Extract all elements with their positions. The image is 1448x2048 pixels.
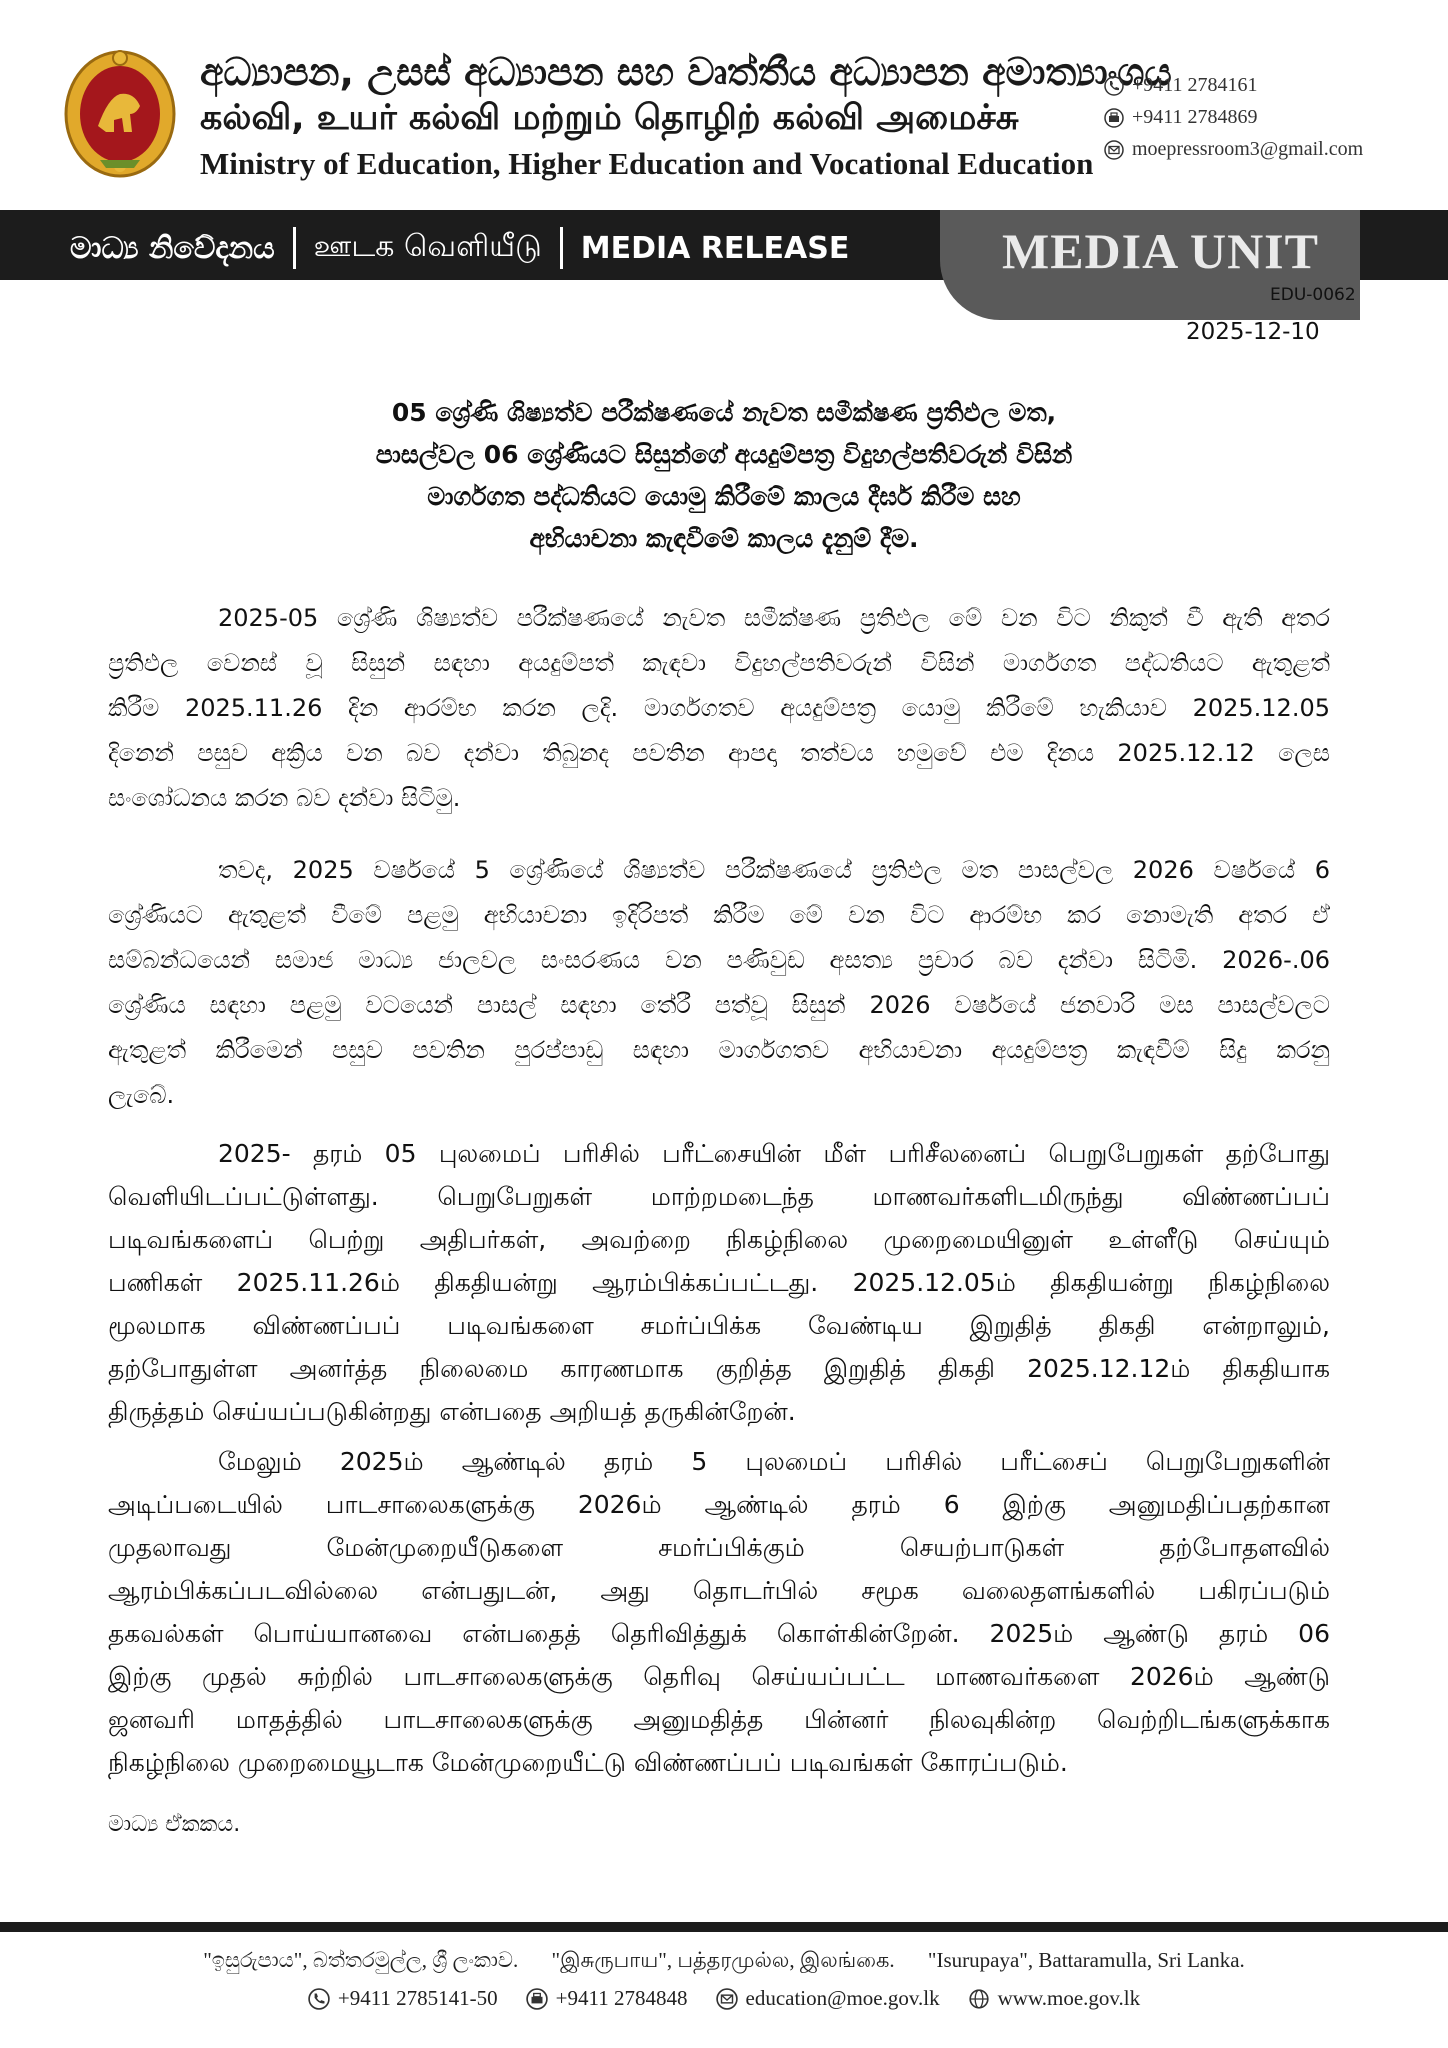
text-line: ශ්‍රේණියට ඇතුළත් වීමේ පළමු අභියාචනා ඉදිරිපත් කිරීම මේ වන විට ආරම්භ කර නොමැති අතර ඒ <box>108 901 1330 929</box>
signoff: මාධ්‍ය ඒකකය. <box>108 1812 241 1837</box>
text-line: ලැබේ. <box>108 1081 175 1109</box>
text-line: සම්බන්ධයෙන් සමාජ මාධ්‍ය ජාලවල සංසරණය වන පණිවුඩ අසත්‍ය ප්‍රචාර බව දන්වා සිටිමි. 2026-.06 <box>108 946 1330 974</box>
fax-icon <box>526 1988 548 2010</box>
banner-label-tamil: ஊடக வெளியீடு <box>313 228 542 264</box>
text-line: ஜனவரி மாதத்தில் பாடசாலைகளுக்கு அனுமதித்த பின்னர் நிலவுகின்ற வெற்றிடங்களுக்காக <box>108 1705 1330 1734</box>
title-line: 05 ශ්‍රේණි ශිෂ්‍යත්ව පරීක්ෂණයේ නැවත සමීක්ෂණ ප්‍රතිඵල මත, <box>391 398 1057 427</box>
text-line: மேலும் 2025ம் ஆண்டில் தரம் 5 புலமைப் பரிசில் பரீட்சைப் பெறுபேறுகளின் <box>218 1447 1330 1476</box>
footer-address-english: "Isurupaya", Battaramulla, Sri Lanka. <box>927 1948 1245 1972</box>
text-line: மூலமாக விண்ணப்பப் படிவங்களை சமர்ப்பிக்க வேண்டிய இறுதித் திகதி என்றாலும், <box>108 1311 1330 1340</box>
globe-icon <box>968 1988 990 2010</box>
header-fax <box>1104 106 1258 129</box>
ministry-name-sinhala: අධ්‍යාපන, උසස් අධ්‍යාපන සහ වෘත්තීය අධ්‍යාපන අමාත්‍යාංශය <box>200 50 1172 94</box>
paragraph-sinhala-2 <box>108 848 1330 1118</box>
header-phone <box>1104 74 1258 97</box>
title-line: අභියාචනා කැඳවීමේ කාලය දැනුම් දීම. <box>529 524 919 553</box>
text-line: කිරීම 2025.11.26 දින ආරම්භ කරන ලදි. මාර්ගගතව අයදුම්පත්‍ර යොමු කිරීමේ හැකියාව 2025.12.05 <box>108 694 1330 722</box>
text-line: நிகழ்நிலை முறைமையூடாக மேன்முறையீட்டு விண்ணப்பப் படிவங்கள் கோரப்படும். <box>108 1748 1068 1777</box>
text-line: இற்கு முதல் சுற்றில் பாடசாலைகளுக்கு தெரிவு செய்யப்பட்ட மாணவர்களை 2026ம் ஆண்டு <box>108 1662 1330 1691</box>
header-email-text: moepressroom3@gmail.com <box>1132 138 1364 160</box>
footer-address-sinhala: "ඉසුරුපාය", බත්තරමුල්ල, ශ්‍රී ලංකාව. <box>203 1948 519 1972</box>
footer-contacts <box>0 1986 1448 2011</box>
email-icon <box>1104 140 1124 160</box>
text-line: அடிப்படையில் பாடசாலைகளுக்கு 2026ம் ஆண்டில் தரம் 6 இற்கு அனுமதிப்பதற்கான <box>108 1490 1330 1519</box>
media-unit-title: MEDIA UNIT <box>1002 223 1319 279</box>
footer-divider <box>0 1922 1448 1932</box>
banner-separator <box>293 227 296 269</box>
footer-fax <box>526 1986 688 2011</box>
banner-label-sinhala: මාධ්‍ය නිවේදනය <box>70 230 275 266</box>
fax-icon <box>1104 108 1124 128</box>
header-phone-text: +9411 2784161 <box>1132 74 1258 96</box>
text-line: முதலாவது மேன்முறையீடுகளை சமர்ப்பிக்கும் செயற்பாடுகள் தற்போதளவில் <box>108 1533 1330 1562</box>
email-icon <box>716 1988 738 2010</box>
title-line: පාසල්වල 06 ශ්‍රේණියට සිසුන්ගේ අයදුම්පත්‍ර විදුහල්පතිවරුන් විසින් <box>375 440 1073 469</box>
phone-icon <box>1104 76 1124 96</box>
footer-web[interactable] <box>968 1986 1141 2011</box>
footer-phone-text: +9411 2785141-50 <box>337 1986 498 2010</box>
ministry-name-english: Ministry of Education, Higher Education and Vocational Education <box>200 146 1094 181</box>
header-fax-text: +9411 2784869 <box>1132 106 1258 128</box>
paragraph-sinhala-1 <box>108 596 1330 821</box>
text-line: ඇතුළත් කිරීමෙන් පසුව පවතින පුරප්පාඩු සඳහා මාර්ගගතව අභියාචනා අයදුම්පත්‍ර කැඳවීම් සිදු කරනු <box>108 1036 1330 1064</box>
text-line: 2025- தரம் 05 புலமைப் பரிசில் பரீட்சையின் மீள் பரிசீலனைப் பெறுபேறுகள் தற்போது <box>218 1139 1330 1168</box>
title-line: මාර්ගගත පද්ධතියට යොමු කිරීමේ කාලය දීර්ඝ කිරීම සහ <box>427 482 1021 511</box>
footer-phone <box>308 1986 498 2011</box>
text-line: ප්‍රතිඵල වෙනස් වූ සිසුන් සඳහා අයදුම්පත් කැඳවා විදුහල්පතිවරුන් විසින් මාර්ගගත පද්ධතියට ඇතුළත් <box>108 649 1330 677</box>
ministry-name-tamil: கல்வி, உயர் கல்வி மற்றும் தொழிற் கல்வி அமைச்சு <box>200 98 1019 138</box>
text-line: තවද, 2025 වර්ෂයේ 5 ශ්‍රේණියේ ශිෂ්‍යත්ව පරීක්ෂණයේ ප්‍රතිඵල මත පාසල්වල 2026 වර්ෂයේ 6 <box>218 856 1330 884</box>
banner-labels <box>70 227 849 269</box>
footer-email[interactable] <box>716 1986 940 2011</box>
text-line: 2025-05 ශ්‍රේණි ශිෂ්‍යත්ව පරීක්ෂණයේ නැවත සමීක්ෂණ ප්‍රතිඵල මේ වන විට නිකුත් වී ඇති අතර <box>218 604 1330 632</box>
footer-email-text[interactable]: education@moe.gov.lk <box>745 1986 940 2010</box>
footer-address-tamil: "இசுருபாய", பத்தரமுல்ல, இலங்கை. <box>551 1948 895 1972</box>
text-line: படிவங்களைப் பெற்று அதிபர்கள், அவற்றை நிகழ்நிலை முறைமையினுள் உள்ளீடு செய்யும் <box>108 1225 1330 1254</box>
release-date: 2025-12-10 <box>1186 319 1320 345</box>
text-line: දිනෙන් පසුව අක්‍රිය වන බව දන්වා තිබුනද පවතින ආපදා තත්වය හමුවේ එම දිනය 2025.12.12 ලෙස <box>108 739 1330 767</box>
text-line: ශ්‍රේණිය සඳහා පළමු වටයෙන් පාසල් සඳහා තේරී පත්වූ සිසුන් 2026 වර්ෂයේ ජනවාරි මස පාසල්වලට <box>108 991 1330 1019</box>
text-line: සංශෝධනය කරන බව දන්වා සිටිමු. <box>108 784 461 812</box>
text-line: வெளியிடப்பட்டுள்ளது. பெறுபேறுகள் மாற்றமடைந்த மாணவர்களிடமிருந்து விண்ணப்பப் <box>108 1182 1330 1211</box>
sri-lanka-emblem <box>60 48 180 186</box>
header-email <box>1104 138 1363 161</box>
text-line: திருத்தம் செய்யப்படுகின்றது என்பதை அறியத் தருகின்றேன். <box>108 1397 796 1426</box>
footer-address <box>0 1948 1448 1975</box>
release-title <box>180 392 1268 560</box>
text-line: பணிகள் 2025.11.26ம் திகதியன்று ஆரம்பிக்கப்பட்டது. 2025.12.05ம் திகதியன்று நிகழ்நிலை <box>108 1268 1330 1297</box>
paragraph-tamil-1 <box>108 1132 1330 1433</box>
banner-label-english: MEDIA RELEASE <box>580 230 850 266</box>
text-line: தகவல்கள் பொய்யானவை என்பதைத் தெரிவித்துக் கொள்கின்றேன். 2025ம் ஆண்டு தரம் 06 <box>108 1619 1330 1648</box>
banner-separator <box>560 227 563 269</box>
text-line: ஆரம்பிக்கப்படவில்லை என்பதுடன், அது தொடர்பில் சமூக வலைதளங்களில் பகிரப்படும் <box>108 1576 1330 1605</box>
paragraph-tamil-2 <box>108 1440 1330 1784</box>
release-code: EDU-0062 <box>1270 285 1356 305</box>
footer-fax-text: +9411 2784848 <box>555 1986 688 2010</box>
text-line: தற்போதுள்ள அனர்த்த நிலைமை காரணமாக குறித்த இறுதித் திகதி 2025.12.12ம் திகதியாக <box>108 1354 1330 1383</box>
footer-web-text[interactable]: www.moe.gov.lk <box>997 1986 1141 2010</box>
phone-icon <box>308 1988 330 2010</box>
